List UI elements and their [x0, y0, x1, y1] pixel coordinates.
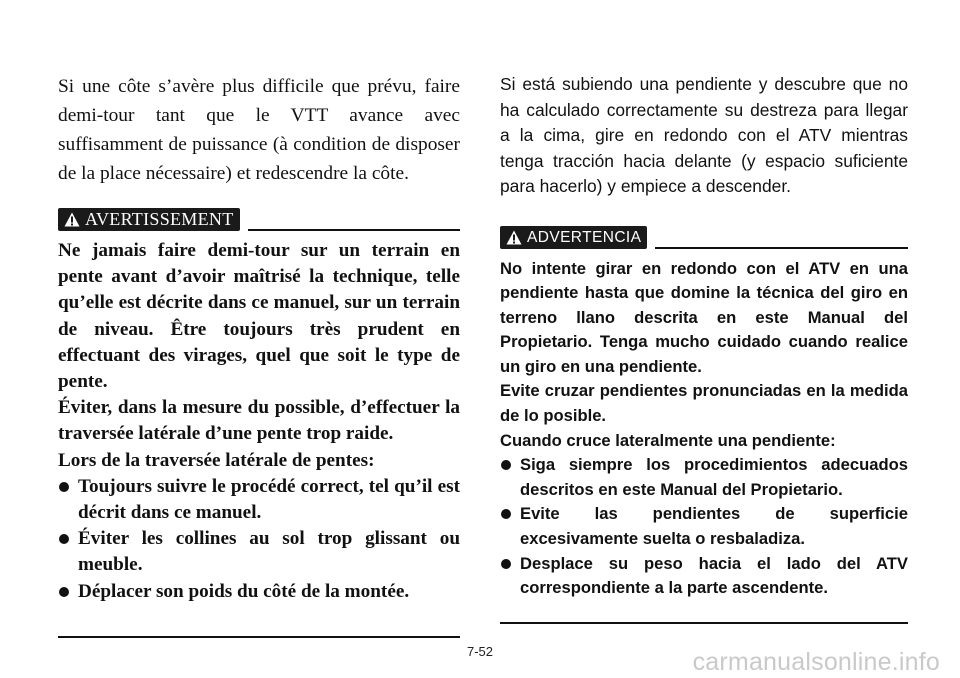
list-item — [500, 502, 908, 551]
spanish-warning-label: ADVERTENCIA — [527, 228, 642, 246]
spanish-column — [500, 72, 908, 601]
french-warning-paragraph-2: Éviter, dans la mesure du possible, d’effectuer la traversée latérale d’une pente trop raide. — [58, 397, 460, 445]
french-warning-header — [58, 205, 460, 233]
watermark: carmanualsonline.info — [692, 648, 940, 676]
spanish-warning-paragraph-1: No intente girar en redondo con el ATV en una pendiente hasta que domine la técnica del giro en terreno llano descrita en este Manual del Propietario. Tenga mucho cuidado cuando realice un giro en una pendiente. — [500, 258, 908, 376]
french-warning-paragraph-1: Ne jamais faire demi-tour sur un terrain en pente avant d’avoir maîtrisé la technique, telle qu’elle est décrite dans ce manuel, sur un terrain de niveau. Être toujours très prudent en effectuant des virages, quel que soit le type de pente. — [58, 240, 460, 393]
french-warning-badge — [58, 208, 240, 231]
spanish-warning-paragraph-3: Cuando cruce lateralmente una pendiente: — [500, 430, 836, 450]
french-bottom-rule — [58, 636, 460, 638]
list-item — [58, 579, 460, 605]
bullet-dot-icon — [501, 559, 511, 569]
spanish-warning-paragraph-2: Evite cruzar pendientes pronunciadas en la medida de lo posible. — [500, 381, 908, 426]
list-item — [58, 474, 460, 526]
spanish-warning-body — [500, 257, 908, 601]
french-warning-paragraph-3: Lors de la traversée latérale de pentes: — [58, 449, 375, 471]
list-item — [58, 526, 460, 578]
spanish-intro-text: Si está subiendo una pendiente y descubre que no ha calculado correctamente su destreza para llegar a la cima, gire en redondo con el ATV mientras tenga tracción hacia delante (y espacio suficiente para hacerlo) y empiece a descender. — [500, 74, 908, 196]
french-column — [58, 72, 460, 605]
french-bullet-list — [58, 474, 460, 605]
warning-triangle-icon — [64, 212, 80, 227]
spanish-warning-header-rule — [655, 247, 908, 249]
list-item — [500, 453, 908, 502]
list-item-text: Toujours suivre le procédé correct, tel qu’il est décrit dans ce manuel. — [78, 475, 460, 524]
list-item-text: Déplacer son poids du côté de la montée. — [78, 580, 410, 602]
list-item-text: Éviter les collines au sol trop glissant ou meuble. — [78, 528, 460, 576]
spanish-bottom-rule — [500, 622, 908, 624]
list-item-text: Evite las pendientes de superficie excesivamente suelta o resbaladiza. — [520, 504, 908, 549]
french-warning-label: AVERTISSEMENT — [85, 208, 234, 229]
bullet-dot-icon — [501, 509, 511, 519]
bullet-dot-icon — [501, 460, 511, 470]
french-warning-body — [58, 238, 460, 605]
list-item-text: Siga siempre los procedimientos adecuados descritos en este Manual del Propietario. — [520, 455, 908, 499]
list-item-text: Desplace su peso hacia el lado del ATV correspondiente a la parte ascendente. — [520, 553, 908, 598]
french-warning-header-rule — [248, 229, 461, 231]
bullet-dot-icon — [59, 534, 69, 544]
list-item — [500, 552, 908, 601]
spanish-bullet-list — [500, 453, 908, 601]
bullet-dot-icon — [59, 587, 69, 597]
spanish-warning-header — [500, 225, 908, 251]
spanish-warning-badge — [500, 226, 647, 249]
bullet-dot-icon — [59, 482, 69, 492]
warning-triangle-icon — [506, 230, 522, 245]
page-number: 7-52 — [466, 644, 494, 659]
french-intro-text: Si une côte s’avère plus difficile que prévu, faire demi-tour tant que le VTT avance avec suffisamment de puissance (à condition de disposer de la place nécessaire) et redescendre la côte. — [58, 76, 460, 184]
